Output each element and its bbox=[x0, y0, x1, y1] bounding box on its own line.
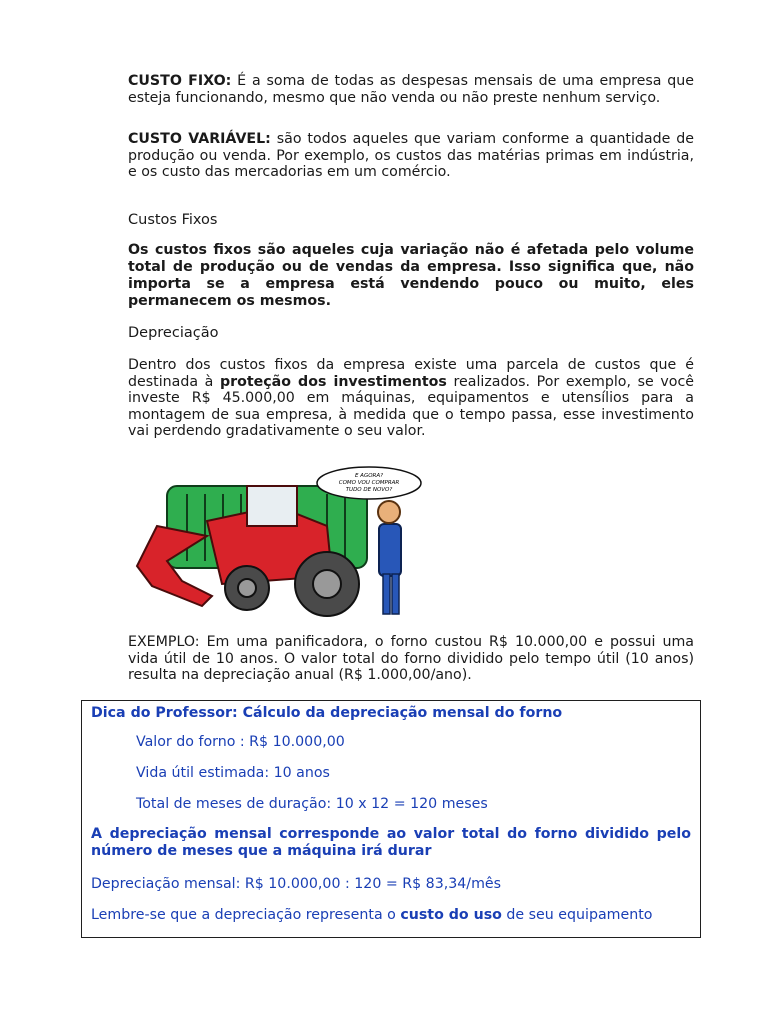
fixed-cost-paragraph bbox=[128, 73, 694, 106]
tip-box-title: Dica do Professor: Cálculo da depreciação mensal do forno bbox=[91, 705, 563, 721]
example-paragraph: EXEMPLO: Em uma panificadora, o forno custou R$ 10.000,00 e possui uma vida útil de 10 anos. O valor total do forno dividido pelo tempo útil (10 anos) resulta na depreciação anual (R$ 1.000,00/ano). bbox=[128, 634, 694, 683]
total-months: Total de meses de duração: 10 x 12 = 120 meses bbox=[136, 796, 488, 812]
fixed-cost-text: É a soma de todas as despesas mensais de uma empresa que esteja funcionando, mesmo que não venda ou não preste nenhum serviço. bbox=[128, 73, 695, 106]
tractor-cartoon-illustration bbox=[127, 466, 423, 624]
variable-cost-text: são todos aqueles que variam conforme a quantidade de produção ou venda. Por exemplo, os custos das matérias primas em indústria, e os custo das mercadorias em um comércio. bbox=[128, 131, 694, 180]
speech-line-2: COMO VOU COMPRAR bbox=[338, 480, 400, 486]
reminder-text-1: Lembre-se que a depreciação representa o bbox=[91, 907, 401, 923]
depreciation-text-1: Dentro dos custos fixos da empresa existe uma parcela de custos que é destinada à bbox=[128, 357, 694, 390]
variable-cost-label: CUSTO VARIÁVEL: bbox=[128, 131, 271, 147]
depreciation-emphasis: proteção dos investimentos bbox=[219, 373, 447, 390]
depreciation-text-2: realizados. Por exemplo, se você investe R$ 45.000,00 em máquinas, equipamentos e utensílios para a montagem de sua empresa, à medida que o tempo passa, esse investimento vai perdendo gradativamente o seu valor. bbox=[128, 373, 694, 439]
useful-life: Vida útil estimada: 10 anos bbox=[136, 765, 330, 781]
speech-line-3: TUDO DE NOVO? bbox=[345, 487, 393, 493]
depreciation-heading: Depreciação bbox=[128, 325, 219, 341]
reminder-text-2: de seu equipamento bbox=[501, 907, 653, 923]
depreciation-body bbox=[128, 357, 694, 440]
oven-value: Valor do forno : R$ 10.000,00 bbox=[136, 734, 345, 750]
fixed-cost-label: CUSTO FIXO: bbox=[128, 73, 232, 89]
professor-tip-box bbox=[81, 700, 701, 938]
variable-cost-paragraph bbox=[128, 131, 694, 181]
fixed-costs-heading: Custos Fixos bbox=[128, 212, 218, 228]
monthly-depreciation: Depreciação mensal: R$ 10.000,00 : 120 = R$ 83,34/mês bbox=[91, 876, 502, 892]
fixed-costs-body: Os custos fixos são aqueles cuja variação não é afetada pelo volume total de produção ou de vendas da empresa. Isso significa que, não importa se a empresa está vendendo pouco ou muito, eles permanecem os mesmos. bbox=[128, 242, 694, 309]
speech-line-1: E AGORA? bbox=[354, 473, 384, 479]
reminder-emphasis: custo do uso bbox=[400, 907, 502, 923]
depreciation-rule: A depreciação mensal corresponde ao valor total do forno dividido pelo número de meses que a máquina irá durar bbox=[91, 826, 691, 859]
tip-reminder bbox=[91, 907, 691, 924]
